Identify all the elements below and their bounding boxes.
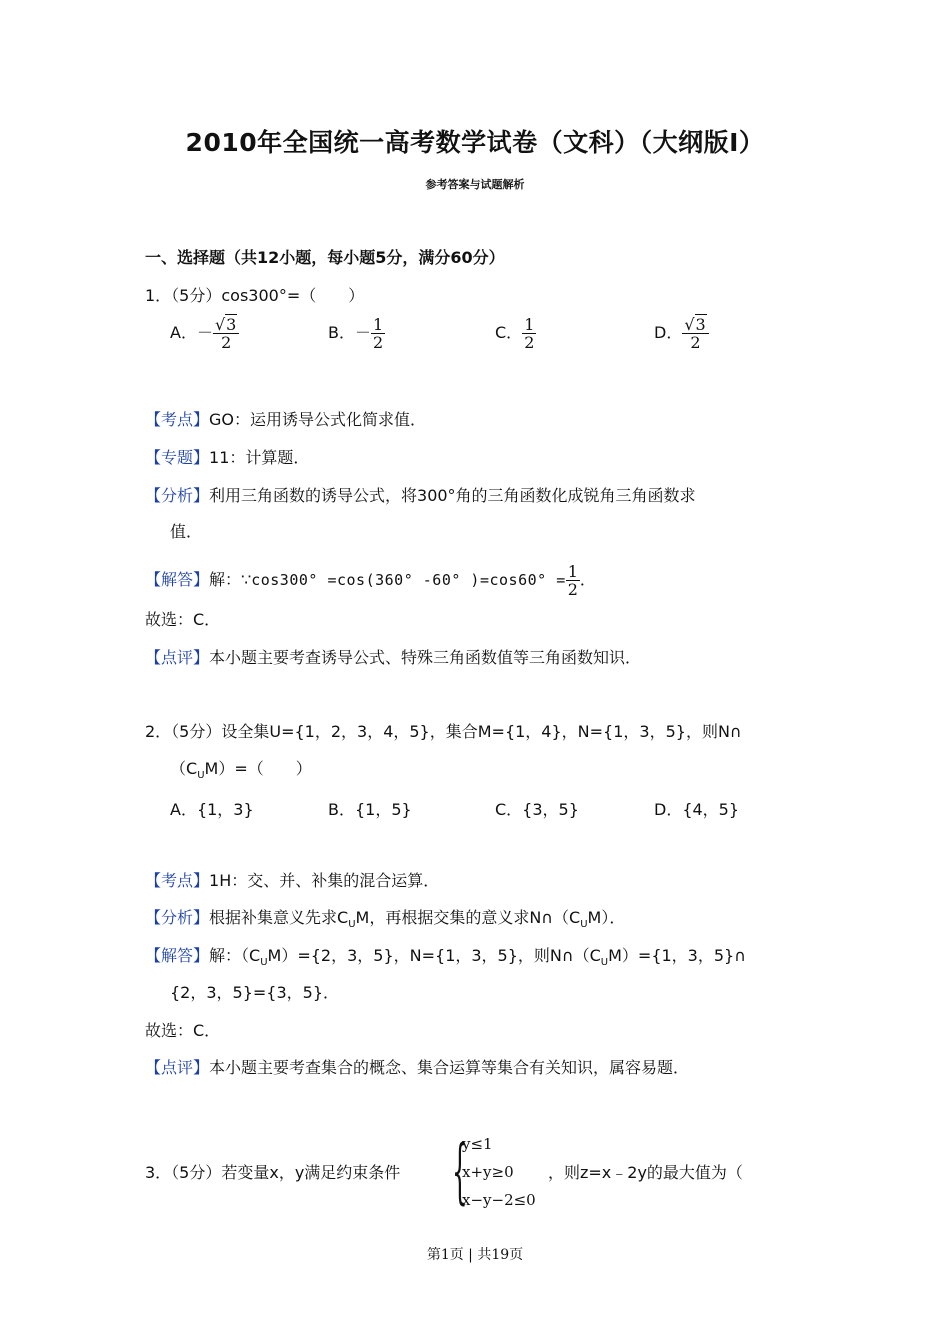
q1-option-c	[495, 316, 536, 351]
q1-dianping	[145, 648, 641, 668]
q2-option-d: D．{4，5}	[654, 800, 740, 819]
q1-option-d	[654, 316, 709, 351]
q1-option-b-sign: －	[354, 323, 371, 342]
q2-fenxi-c: M）．	[587, 908, 626, 927]
tag-jieda: 【解答】	[145, 946, 210, 965]
section-heading: 一、选择题（共12小题，每小题5分，满分60分）	[145, 248, 505, 267]
q1-option-c-label: C．	[495, 323, 523, 342]
q3-stem-a: 3．（5分）若变量x，y满足约束条件	[145, 1163, 401, 1182]
q3-constraint-brace: {	[452, 1130, 468, 1212]
q2-fenxi-b: M，再根据交集的意义求N∩（C	[355, 908, 581, 927]
tag-dianping: 【点评】	[145, 1058, 210, 1077]
q1-fenxi-text-2: 值．	[170, 522, 203, 541]
tag-kaodian: 【考点】	[145, 871, 210, 890]
page-footer: 第1页 | 共19页	[426, 1247, 524, 1263]
q1-jieda-denominator: 2	[567, 580, 578, 599]
q1-answer: 故选：C．	[145, 610, 221, 629]
q1-jieda-fraction	[566, 563, 580, 598]
tag-dianping: 【点评】	[145, 648, 210, 667]
tag-zhuanti: 【专题】	[145, 448, 210, 467]
q2-kaodian	[145, 871, 439, 891]
q2-stem-2-sub: U	[197, 770, 205, 782]
q1-fenxi	[145, 486, 696, 506]
q2-dianping-text: 本小题主要考查集合的概念、集合运算等集合有关知识，属容易题．	[209, 1058, 690, 1077]
q1-option-a-numerator: 3	[226, 315, 237, 334]
page-title: 2010年全国统一高考数学试卷（文科）（大纲版Ⅰ）	[185, 128, 765, 157]
q2-kaodian-text: 1H：交、并、补集的混合运算．	[209, 871, 440, 890]
q3-constraint-system	[452, 1130, 542, 1215]
q2-option-c: C．{3，5}	[495, 800, 579, 819]
q1-option-a	[170, 316, 239, 351]
q1-option-a-fraction: $\frac{√3}{2}$	[213, 316, 239, 351]
q2-stem-2	[170, 759, 312, 786]
q3-constraint-2: x+y≥0	[462, 1163, 514, 1181]
q2-stem-2a: （C	[170, 759, 198, 778]
q2-fenxi-sub2: U	[580, 919, 588, 931]
q1-jieda-prefix: 解：∵	[209, 570, 252, 589]
q2-jieda-2: {2，3，5}={3，5}．	[170, 983, 340, 1002]
q2-jieda-a: 解：（C	[209, 946, 261, 965]
q1-stem: 1．（5分）cos300°=（ ）	[145, 286, 365, 305]
q1-zhuanti-text: 11：计算题．	[209, 448, 310, 467]
q2-jieda-sub: U	[260, 957, 268, 969]
q2-jieda-b: M）={2，3，5}，N={1，3，5}，则N∩（C	[267, 946, 601, 965]
q2-fenxi	[145, 908, 625, 935]
q1-jieda-end: ．	[579, 570, 596, 589]
q1-option-d-denominator: 2	[690, 333, 701, 352]
q1-fenxi-text-1: 利用三角函数的诱导公式，将300°角的三角函数化成锐角三角函数求	[209, 486, 696, 505]
q2-fenxi-a: 根据补集意义先求C	[209, 908, 349, 927]
q1-option-b-fraction	[371, 316, 385, 351]
q2-stem-2b: M）=（ ）	[204, 759, 312, 778]
q1-jieda-formula: cos300° =cos(360° -60° )=cos60° =	[251, 571, 566, 589]
q1-kaodian	[145, 410, 426, 430]
q1-option-a-label: A．	[170, 323, 197, 342]
q2-fenxi-sub: U	[348, 919, 356, 931]
q1-option-c-denominator: 2	[524, 333, 535, 352]
q1-option-b-numerator: 1	[373, 315, 384, 334]
tag-kaodian: 【考点】	[145, 410, 210, 429]
q2-answer: 故选：C．	[145, 1021, 221, 1040]
q1-option-a-sign: －	[196, 323, 213, 342]
q2-option-b: B．{1，5}	[328, 800, 412, 819]
q1-option-d-fraction: $\frac{√3}{2}$	[682, 316, 708, 351]
q1-jieda	[145, 563, 596, 598]
tag-jieda: 【解答】	[145, 570, 210, 589]
page-subtitle: 参考答案与试题解析	[425, 178, 525, 191]
q2-jieda	[145, 946, 746, 973]
tag-fenxi: 【分析】	[145, 486, 210, 505]
q2-jieda-c: M）={1，3，5}∩	[608, 946, 746, 965]
q1-jieda-numerator: 1	[567, 562, 578, 581]
q1-option-a-denominator: 2	[221, 333, 232, 352]
q1-option-d-numerator: 3	[695, 315, 706, 334]
q1-option-c-numerator: 1	[524, 315, 535, 334]
q3-stem-b: ，则z=x﹣2y的最大值为（	[548, 1163, 743, 1182]
q1-dianping-text: 本小题主要考查诱导公式、特殊三角函数值等三角函数知识．	[209, 648, 642, 667]
q2-dianping	[145, 1058, 689, 1078]
q1-zhuanti	[145, 448, 309, 468]
q2-option-a: A．{1，3}	[170, 800, 254, 819]
q1-kaodian-text: GO：运用诱导公式化简求值．	[209, 410, 427, 429]
q3-constraint-3: x−y−2≤0	[462, 1191, 536, 1209]
q2-stem-1: 2．（5分）设全集U={1，2，3，4，5}，集合M={1，4}，N={1，3，5}，则N∩	[145, 722, 742, 741]
q2-jieda-sub2: U	[600, 957, 609, 969]
q3-constraint-1: y≤1	[462, 1135, 493, 1153]
tag-fenxi: 【分析】	[145, 908, 210, 927]
q1-option-b-denominator: 2	[373, 333, 384, 352]
q1-option-d-label: D．	[654, 323, 683, 342]
q1-option-b-label: B．	[328, 323, 355, 342]
q1-option-c-fraction	[522, 316, 536, 351]
q1-option-b	[328, 316, 385, 351]
